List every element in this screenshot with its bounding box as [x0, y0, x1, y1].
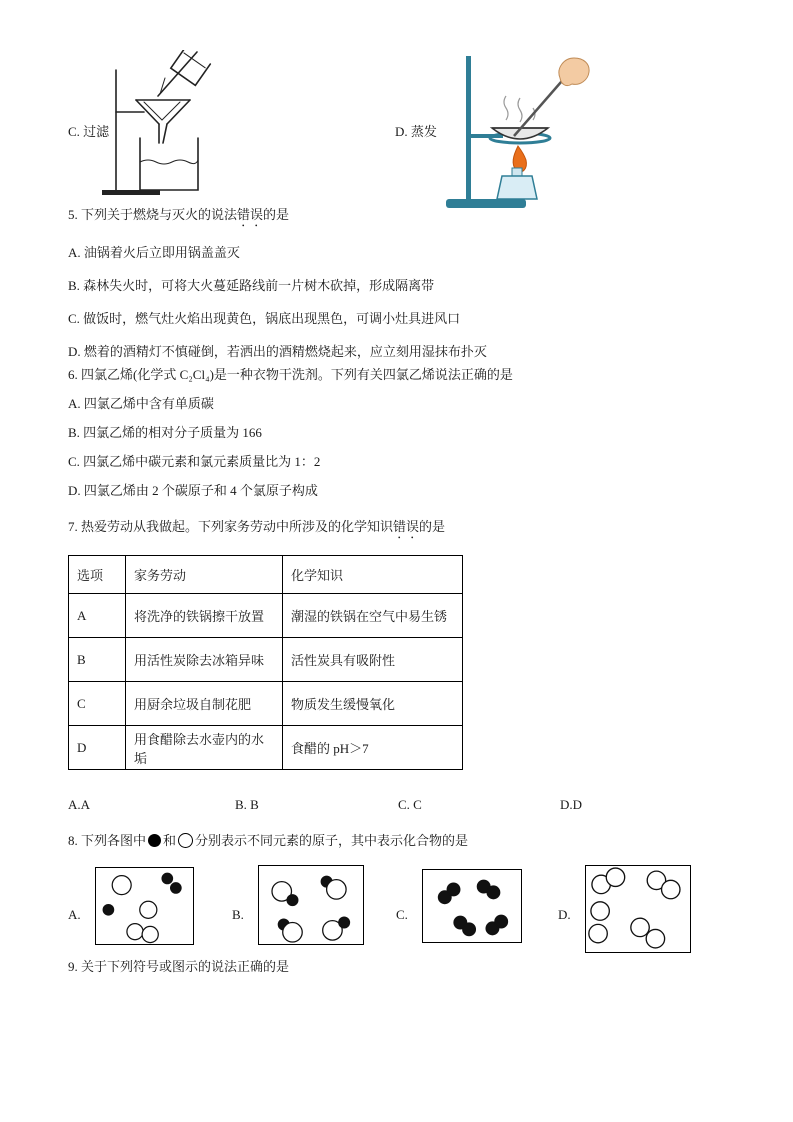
question-5-option-a: A. 油锅着火后立即用锅盖盖灭 — [68, 245, 240, 260]
question-8-diagrams — [68, 863, 748, 958]
filled-atom-icon — [148, 834, 161, 847]
cell-option-b: B — [69, 638, 126, 682]
cell-knowledge-c: 物质发生缓慢氧化 — [283, 682, 463, 726]
cell-option-a: A — [69, 594, 126, 638]
table-header-option: 选项 — [69, 556, 126, 594]
question-5 — [68, 205, 748, 375]
option-d-evaporation-label: D. 蒸发 — [395, 124, 437, 139]
cell-knowledge-a: 潮湿的铁锅在空气中易生锈 — [283, 594, 463, 638]
cell-option-d: D — [69, 726, 126, 770]
table-header-knowledge: 化学知识 — [283, 556, 463, 594]
question-6-option-c: C. 四氯乙烯中碳元素和氯元素质量比为 1：2 — [68, 454, 321, 469]
question-7 — [68, 517, 748, 770]
q5-stem-pre: 5. 下列关于燃烧与灭火的说法 — [68, 207, 238, 222]
q8-stem-mid: 和 — [163, 833, 177, 848]
table-header-row — [69, 556, 463, 594]
question-5-option-b: B. 森林失火时，可将大火蔓延路线前一片树木砍掉，形成隔离带 — [68, 278, 435, 293]
question-6-option-a: A. 四氯乙烯中含有单质碳 — [68, 396, 214, 411]
question-6-stem: 6. 四氯乙烯(化学式 C₂Cl₄)是一种衣物干洗剂。下列有关四氯乙烯说法正确的是 — [68, 367, 513, 382]
q7-stem-post: 的是 — [419, 519, 446, 534]
molecule-box-c — [422, 869, 522, 943]
table-row — [69, 594, 463, 638]
cell-knowledge-d: 食醋的 pH＞7 — [283, 726, 463, 770]
q5-stem-post: 的是 — [263, 207, 290, 222]
open-atom-icon — [178, 833, 193, 848]
q8-stem-post: 分别表示不同元素的原子，其中表示化合物的是 — [195, 833, 469, 848]
evaporation-diagram — [440, 50, 590, 210]
table-header-chore: 家务劳动 — [126, 556, 283, 594]
cell-chore-c: 用厨余垃圾自制花肥 — [126, 682, 283, 726]
cell-chore-b: 用活性炭除去冰箱异味 — [126, 638, 283, 682]
question-5-option-c: C. 做饭时，燃气灶火焰出现黄色，锅底出现黑色，可调小灶具进风口 — [68, 311, 461, 326]
question-7-answer-row — [68, 795, 748, 815]
question-6 — [68, 365, 748, 510]
answer-choice-d: D.D — [560, 797, 583, 812]
question-5-option-d: D. 燃着的酒精灯不慎碰倒，若洒出的酒精燃烧起来，应立刻用湿抹布扑灭 — [68, 344, 487, 359]
filtration-diagram — [100, 50, 232, 206]
q7-stem-emphasis: 错误 — [393, 519, 420, 534]
question-7-table — [68, 555, 463, 770]
answer-choice-a: A.A — [68, 797, 91, 812]
question-9 — [68, 957, 748, 977]
option-c-filtration-label: C. 过滤 — [68, 124, 110, 139]
molecule-box-a — [95, 867, 194, 945]
apparatus-row — [68, 50, 748, 210]
question-6-option-b: B. 四氯乙烯的相对分子质量为 166 — [68, 425, 262, 440]
q5-stem-emphasis: 错误 — [237, 207, 264, 222]
molecule-box-d — [585, 865, 691, 953]
molecule-box-b — [258, 865, 364, 945]
q8-box-label-a: A. — [68, 907, 81, 922]
cell-chore-d: 用食醋除去水壶内的水垢 — [126, 726, 283, 770]
q7-stem-pre: 7. 热爱劳动从我做起。下列家务劳动中所涉及的化学知识 — [68, 519, 394, 534]
answer-choice-c: C. C — [398, 797, 422, 812]
table-row — [69, 726, 463, 770]
q8-box-label-c: C. — [396, 907, 408, 922]
table-row — [69, 638, 463, 682]
table-row — [69, 682, 463, 726]
cell-knowledge-b: 活性炭具有吸附性 — [283, 638, 463, 682]
q8-box-label-d: D. — [558, 907, 571, 922]
question-6-option-d: D. 四氯乙烯由 2 个碳原子和 4 个氯原子构成 — [68, 483, 318, 498]
q8-stem-pre: 8. 下列各图中 — [68, 833, 147, 848]
cell-chore-a: 将洗净的铁锅擦干放置 — [126, 594, 283, 638]
question-5-stem — [68, 205, 748, 230]
question-9-stem: 9. 关于下列符号或图示的说法正确的是 — [68, 959, 290, 974]
cell-option-c: C — [69, 682, 126, 726]
answer-choice-b: B. B — [235, 797, 259, 812]
question-8-stem — [68, 831, 748, 851]
question-7-stem — [68, 517, 748, 542]
q8-box-label-b: B. — [232, 907, 244, 922]
